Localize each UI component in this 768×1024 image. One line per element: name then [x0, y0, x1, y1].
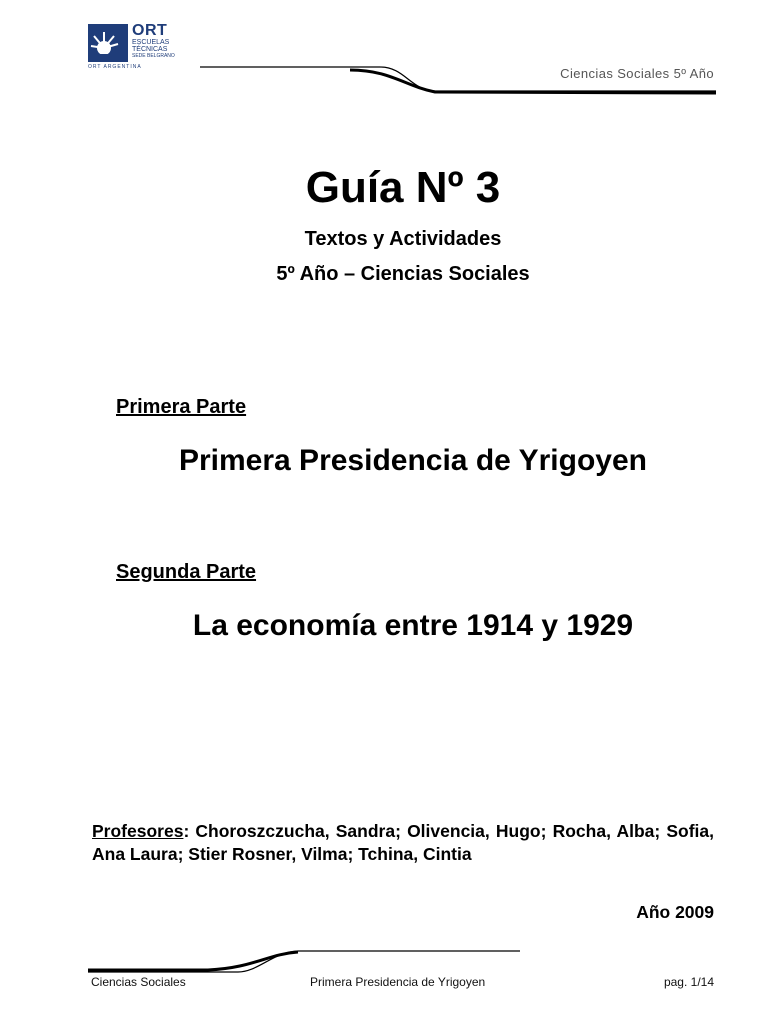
logo-brand: ORT [132, 22, 168, 39]
part-2-title: La economía entre 1914 y 1929 [192, 609, 634, 642]
logo-emblem [88, 24, 128, 62]
year: Año 2009 [636, 902, 714, 922]
professors [92, 820, 714, 866]
part-2-label: Segunda Parte [116, 561, 257, 583]
footer-center: Primera Presidencia de Yrigoyen [310, 975, 486, 989]
header-course-label: Ciencias Sociales 5º Año [560, 66, 714, 81]
footer-left: Ciencias Sociales [91, 975, 186, 989]
footer-divider [88, 946, 716, 974]
guide-course: 5º Año – Ciencias Sociales [276, 263, 530, 285]
guide-subtitle: Textos y Actividades [304, 228, 502, 250]
logo-bottom-text: ORT ARGENTINA [88, 64, 142, 70]
footer-page-number: pag. 1/14 [663, 975, 714, 989]
part-1-label: Primera Parte [116, 396, 247, 418]
sun-emblem-icon [88, 24, 128, 62]
guide-title: Guía Nº 3 [305, 163, 501, 212]
part-1-title: Primera Presidencia de Yrigoyen [178, 444, 647, 477]
professors-names: : Choroszczucha, Sandra; Olivencia, Hugo; Rocha, Alba; Sofia, Ana Laura; Stier Rosner, Vilma; Tchina, Cintia [92, 821, 714, 864]
ort-logo [88, 22, 180, 70]
professors-label: Profesores [92, 821, 184, 841]
logo-subtext: ESCUELAS TÉCNICAS SEDE BELGRANO [132, 39, 175, 59]
